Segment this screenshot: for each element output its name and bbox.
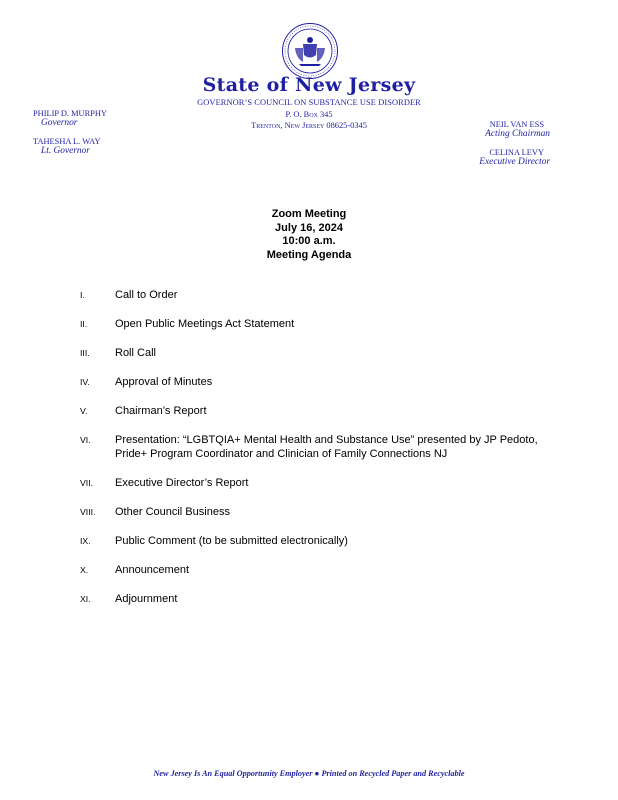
agenda-text: Adjournment (115, 593, 178, 605)
agenda-number: II. (80, 319, 88, 329)
meeting-date: July 16, 2024 (275, 221, 343, 234)
agenda-text: Roll Call (115, 347, 156, 359)
right-officials (479, 120, 550, 167)
agenda-number: XI. (80, 594, 91, 604)
agenda-number: V. (80, 406, 88, 416)
agenda-item (80, 346, 560, 360)
agenda-text: Announcement (115, 564, 189, 576)
state-seal-icon (281, 22, 339, 80)
meeting-heading: Meeting Agenda (266, 248, 352, 261)
agenda-text: Open Public Meetings Act Statement (115, 318, 295, 330)
agenda-text: Executive Director’s Report (115, 477, 249, 489)
agenda-text: Call to Order (115, 289, 178, 301)
agenda-item (80, 505, 560, 519)
po-box: P. O. Box 345 (285, 110, 333, 119)
director-title: Executive Director (479, 157, 550, 167)
meeting-header (0, 208, 618, 262)
agenda-item (80, 433, 560, 461)
meeting-time: 10:00 a.m. (282, 235, 336, 247)
city-address: Trenton, New Jersey 08625-0345 (251, 121, 367, 130)
agenda-text: Other Council Business (115, 506, 230, 518)
agenda-item (80, 563, 560, 577)
agenda-number: IV. (80, 377, 90, 387)
lt-governor-name: TAHESHA L. WAY (33, 137, 101, 146)
agenda-item (80, 592, 560, 606)
agenda-number: III. (80, 348, 90, 358)
agenda-number: X. (80, 565, 89, 575)
agenda-item (80, 288, 560, 302)
agenda-text: Chairman’s Report (115, 405, 207, 417)
footer-note: New Jersey Is An Equal Opportunity Employer ● Printed on Recycled Paper and Recyclable (153, 769, 465, 778)
agenda-number: VII. (80, 478, 94, 488)
director-name: CELINA LEVY (489, 148, 544, 157)
agenda-text: Presentation: “LGBTQIA+ Mental Health and Substance Use” presented by JP Pedoto, Pride+ Program Coordinator and Clinician of Family Connections NJ (115, 434, 538, 460)
chairman-title: Acting Chairman (485, 129, 550, 139)
agenda-number: VI. (80, 435, 91, 445)
left-officials (33, 109, 107, 156)
agenda-item (80, 317, 560, 331)
lt-governor-title: Lt. Governor (41, 146, 90, 156)
council-name: GOVERNOR’S COUNCIL ON SUBSTANCE USE DISORDER (197, 98, 421, 107)
agenda-text: Approval of Minutes (115, 376, 213, 388)
agenda-list (80, 288, 560, 606)
agenda-item (80, 375, 560, 389)
meeting-type: Zoom Meeting (271, 208, 347, 220)
state-title: State of New Jersey (202, 74, 416, 96)
governor-name: PHILIP D. MURPHY (33, 109, 107, 118)
agenda-number: VIII. (80, 507, 96, 517)
agenda-item (80, 476, 560, 490)
agenda-item (80, 534, 560, 548)
agenda-text: Public Comment (to be submitted electronically) (115, 535, 348, 547)
agenda-item (80, 404, 560, 418)
agenda-number: IX. (80, 536, 91, 546)
governor-title: Governor (41, 118, 78, 128)
chairman-name: NEIL VAN ESS (489, 120, 544, 129)
agenda-number: I. (80, 290, 85, 300)
